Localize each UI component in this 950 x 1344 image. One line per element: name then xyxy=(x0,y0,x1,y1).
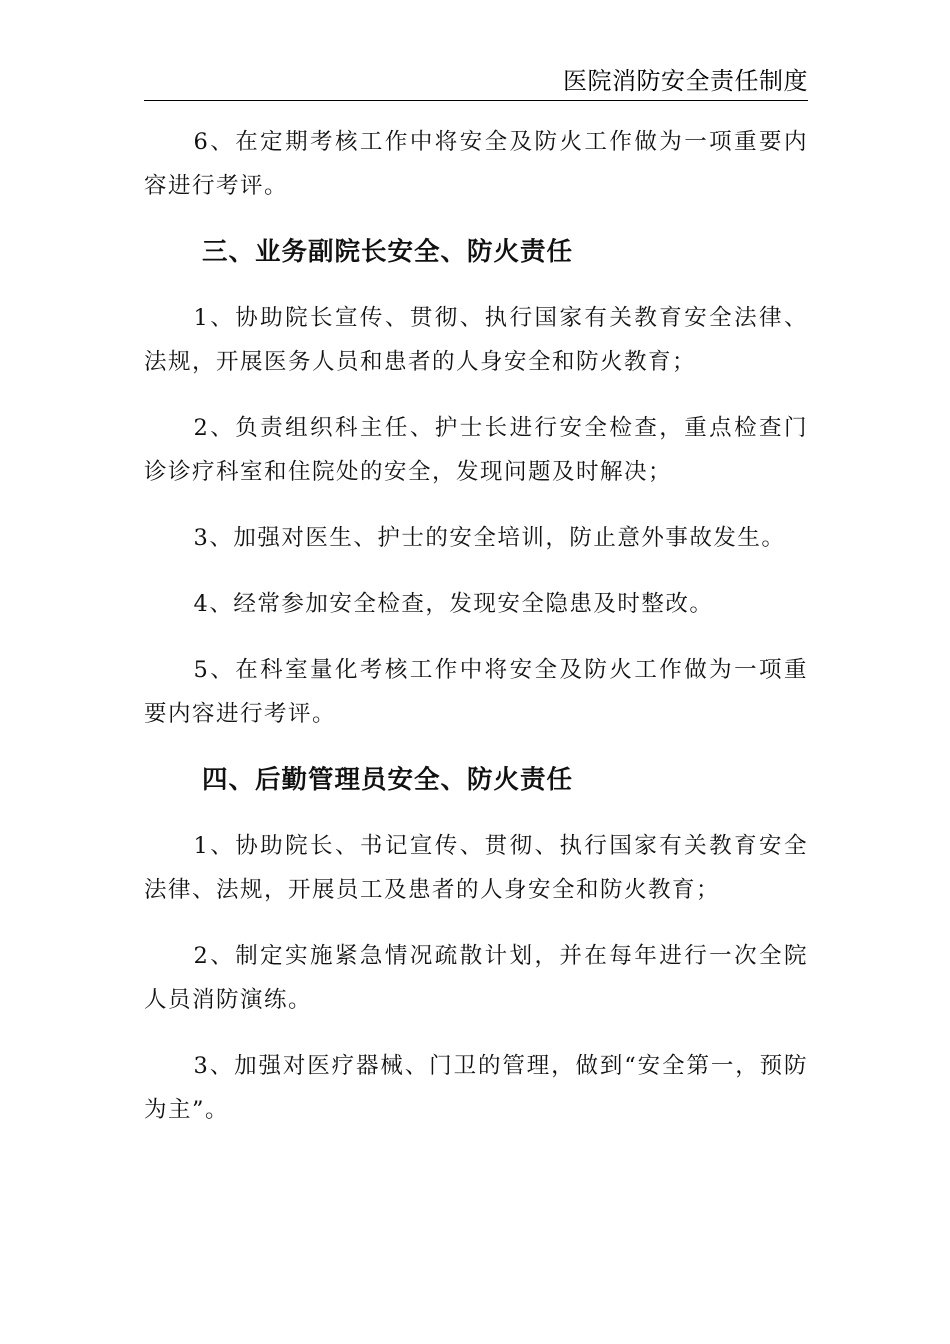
section-4-item-2: 2、制定实施紧急情况疏散计划，并在每年进行一次全院人员消防演练。 xyxy=(144,943,808,1013)
section-3-item-4: 4、经常参加安全检查，发现安全隐患及时整改。 xyxy=(193,591,714,617)
section-3-heading: 三、业务副院长安全、防火责任 xyxy=(202,237,574,267)
section-4-heading: 四、后勤管理员安全、防火责任 xyxy=(202,765,574,795)
section-4-item-3: 3、加强对医疗器械、门卫的管理，做到“安全第一，预防为主”。 xyxy=(144,1053,808,1123)
section-3-item-1: 1、协助院长宣传、贯彻、执行国家有关教育安全法律、法规，开展医务人员和患者的人身安全和防火教育； xyxy=(144,305,808,375)
header-title: 医院消防安全责任制度 xyxy=(563,67,808,95)
section-4-item-1: 1、协助院长、书记宣传、贯彻、执行国家有关教育安全法律、法规，开展员工及患者的人身安全和防火教育； xyxy=(144,833,808,903)
section-3-item-2: 2、负责组织科主任、护士长进行安全检查，重点检查门诊诊疗科室和住院处的安全，发现问题及时解决； xyxy=(144,415,808,485)
section-3-item-5: 5、在科室量化考核工作中将安全及防火工作做为一项重要内容进行考评。 xyxy=(144,657,808,727)
page-header xyxy=(144,66,808,101)
section-3-item-3: 3、加强对医生、护士的安全培训，防止意外事故发生。 xyxy=(193,525,786,551)
paragraph-intro-item-6: 6、在定期考核工作中将安全及防火工作做为一项重要内容进行考评。 xyxy=(144,129,808,199)
document-body xyxy=(144,120,808,1154)
